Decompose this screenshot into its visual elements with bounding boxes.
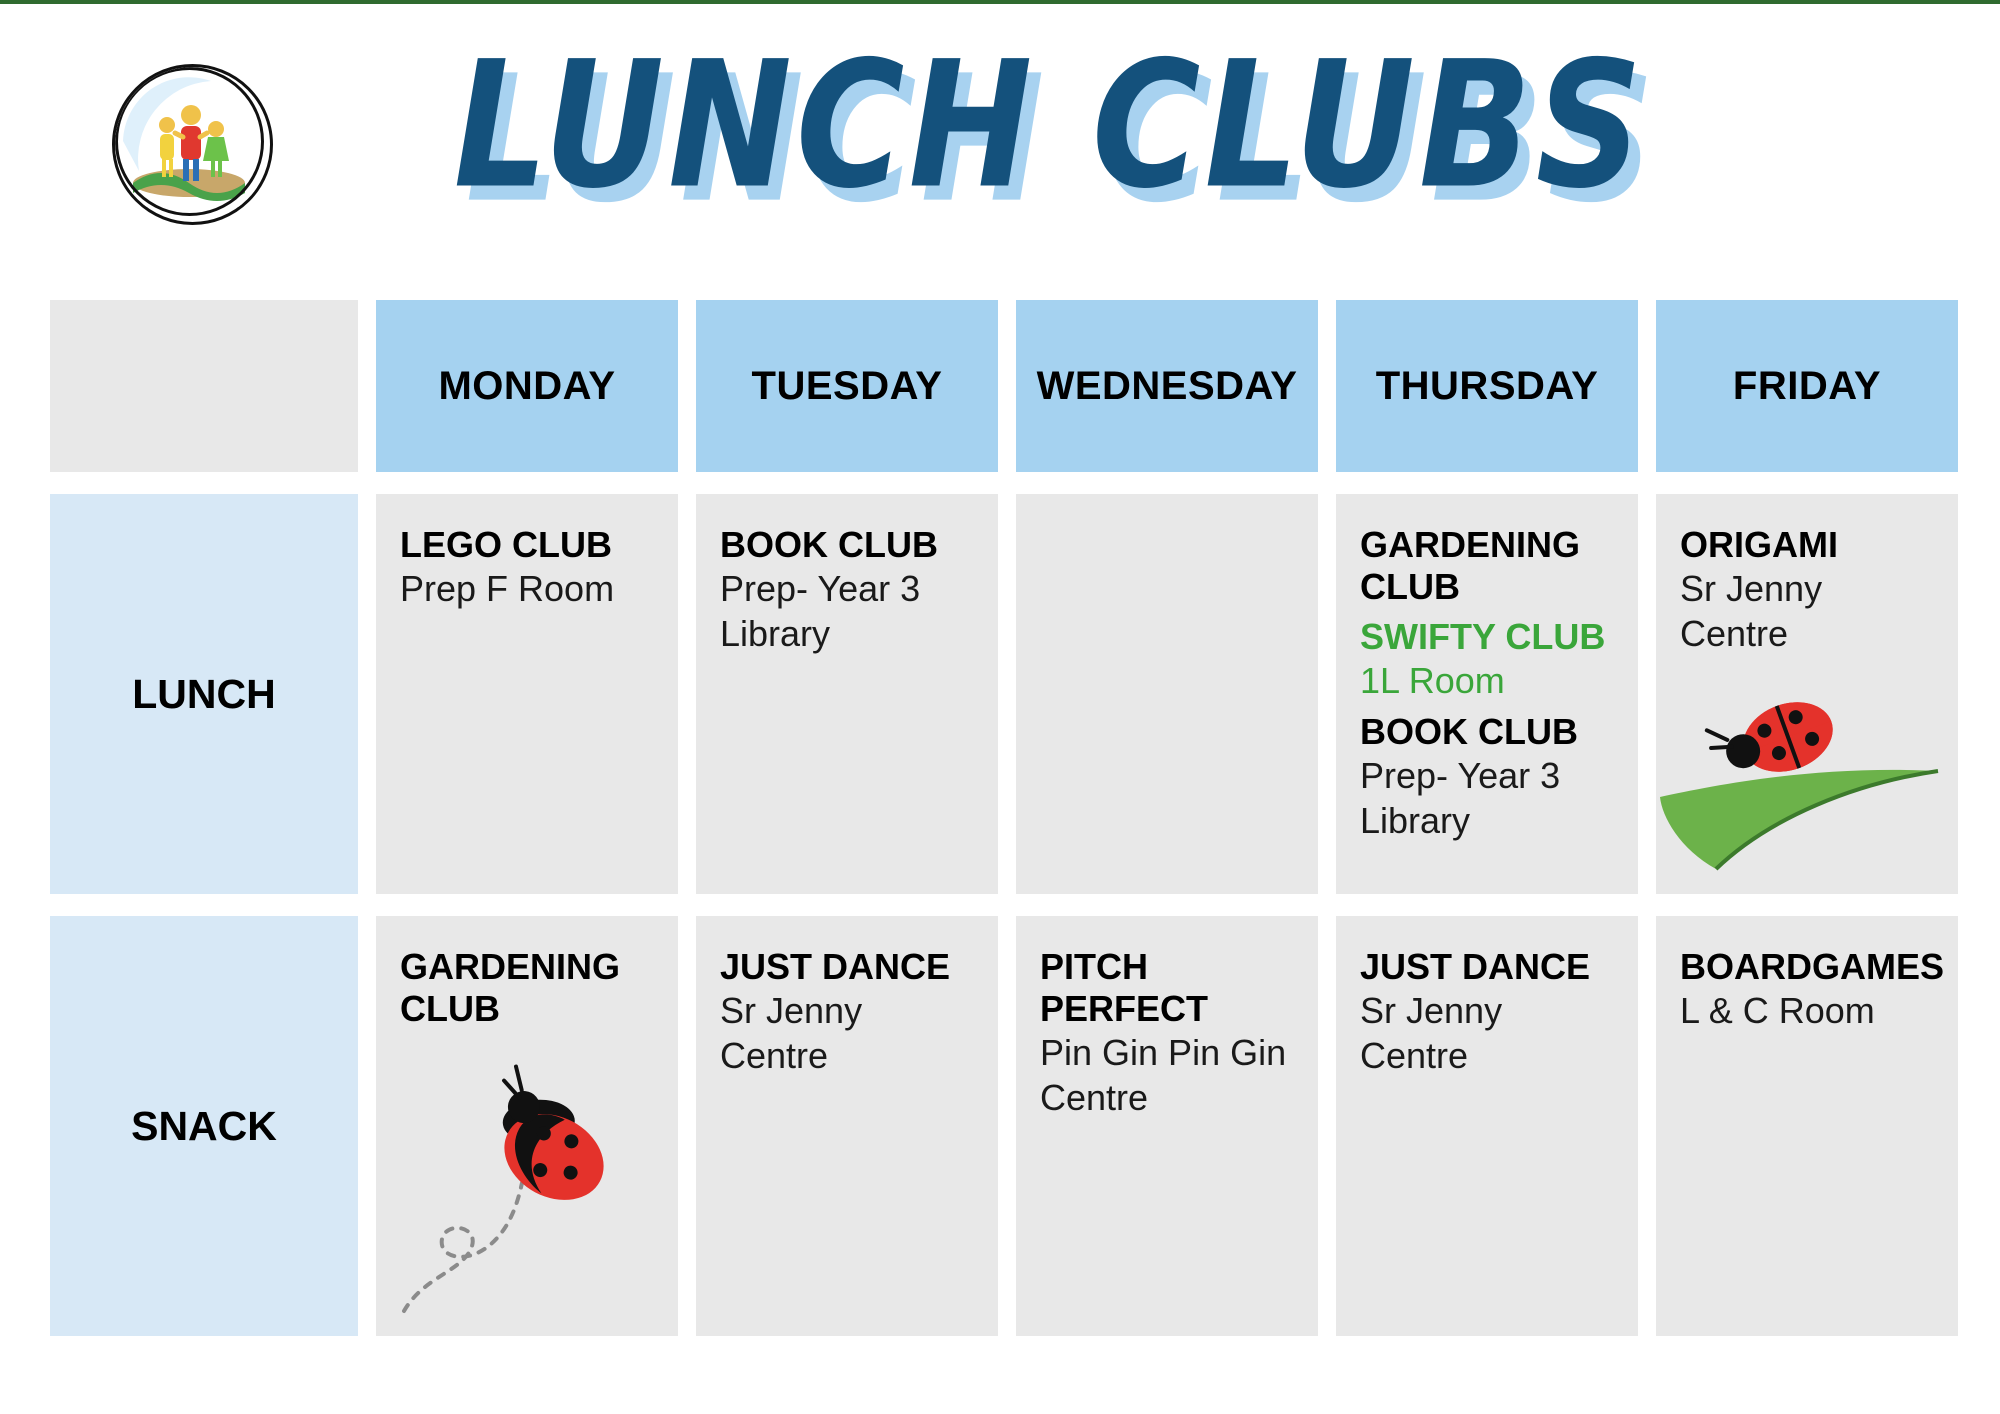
ladybug-on-leaf-icon [1656, 699, 1950, 894]
cell-snack-wednesday [1016, 916, 1318, 1336]
day-header-friday: FRIDAY [1656, 300, 1958, 472]
club-entry [1680, 524, 1934, 656]
club-location: Prep- Year 3 Library [720, 568, 921, 655]
club-entry [400, 946, 654, 1030]
club-entry [400, 524, 654, 611]
club-entry [1360, 524, 1614, 608]
club-name: JUST DANCE [1360, 946, 1591, 987]
day-header-wednesday: WEDNESDAY [1016, 300, 1318, 472]
day-header-tuesday: TUESDAY [696, 300, 998, 472]
club-entry [1680, 946, 1945, 1033]
club-entry [720, 524, 974, 656]
club-location: Sr Jenny Centre [1360, 990, 1503, 1077]
day-header-thursday: THURSDAY [1336, 300, 1638, 472]
cell-snack-tuesday [696, 916, 998, 1336]
cell-lunch-wednesday [1016, 494, 1318, 894]
timetable [50, 300, 1958, 1358]
club-entry [1360, 946, 1614, 1078]
cell-lunch-friday [1656, 494, 1958, 894]
table-row-snack [50, 916, 1958, 1336]
cell-snack-friday [1656, 916, 1958, 1336]
poster-header [0, 4, 2000, 292]
club-name: BOOK CLUB [720, 524, 938, 565]
club-name: BOOK CLUB [1360, 711, 1578, 753]
corner-blank-cell [50, 300, 358, 472]
club-entry [1360, 711, 1614, 843]
table-header-row [50, 300, 1958, 472]
club-entry [1360, 616, 1614, 703]
club-location: L & C Room [1680, 990, 1875, 1032]
row-label-lunch: LUNCH [50, 494, 358, 894]
flying-ladybug-icon [394, 1061, 664, 1326]
club-location: Prep- Year 3 Library [1360, 755, 1561, 842]
club-location: Pin Gin Pin Gin Centre [1040, 1032, 1287, 1119]
cell-snack-thursday [1336, 916, 1638, 1336]
club-name: BOARDGAMES [1680, 946, 1945, 987]
club-location: Sr Jenny Centre [720, 990, 863, 1077]
club-name: JUST DANCE [720, 946, 951, 987]
club-name: PITCH PERFECT [1040, 946, 1209, 1030]
club-location: 1L Room [1360, 660, 1505, 702]
day-header-monday: MONDAY [376, 300, 678, 472]
cell-snack-monday [376, 916, 678, 1336]
row-label-snack: SNACK [50, 916, 358, 1336]
club-name: SWIFTY CLUB [1360, 616, 1606, 658]
cell-lunch-monday [376, 494, 678, 894]
club-name: GARDENING CLUB [400, 946, 621, 1030]
table-row-lunch [50, 494, 1958, 894]
club-entry [720, 946, 974, 1078]
club-name: ORIGAMI [1680, 524, 1838, 565]
club-location: Sr Jenny Centre [1680, 568, 1823, 655]
club-name: LEGO CLUB [400, 524, 612, 565]
club-entry [1040, 946, 1294, 1120]
cell-lunch-tuesday [696, 494, 998, 894]
club-location: Prep F Room [400, 568, 615, 610]
cell-lunch-thursday [1336, 494, 1638, 894]
page-title-wrap [0, 23, 2000, 227]
club-name: GARDENING CLUB [1360, 524, 1581, 608]
page-title: LUNCH CLUBS [453, 23, 1647, 227]
